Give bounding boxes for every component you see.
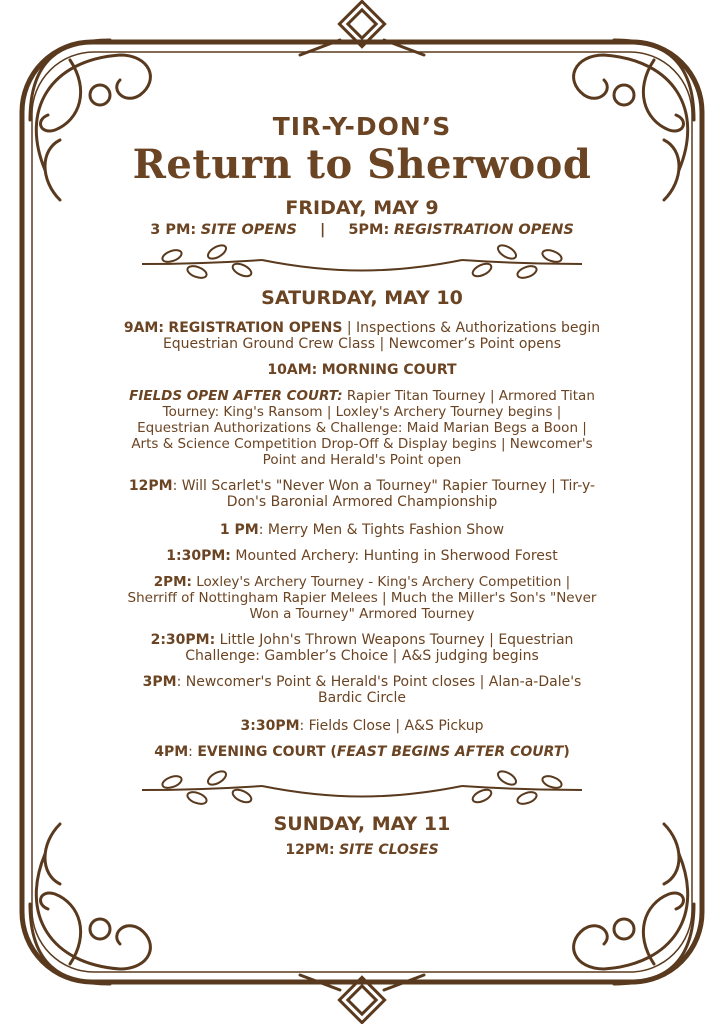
- sunday-schedule: 12PM: SITE CLOSES: [285, 842, 439, 858]
- friday-schedule: 3 PM: SITE OPENS | 5PM: REGISTRATION OPENS: [150, 222, 574, 238]
- friday-heading: FRIDAY, MAY 9: [285, 197, 439, 219]
- sat-10am-item: 10AM: MORNING COURT: [267, 362, 457, 378]
- sat-230pm-item: 2:30PM: Little John's Thrown Weapons Tourney | Equestrian Challenge: Gambler’s Choice | A&S judging begins: [150, 632, 574, 664]
- sat-fields-item: FIELDS OPEN AFTER COURT: Rapier Titan Tourney | Armored Titan Tourney: King's Ransom | Loxley's Archery Tourney begins | Equestrian Authorizations & Challenge: Maid Marian Begs a Boon | Arts & Science Competition Drop-Off & Display begins | Newcomer's Point and Herald's Point open: [129, 388, 595, 468]
- event-title: Return to Sherwood: [132, 141, 592, 188]
- sat-1pm-item: 1 PM: Merry Men & Tights Fashion Show: [219, 522, 505, 538]
- sat-9am-item: 9AM: REGISTRATION OPENS | Inspections & Authorizations begin Equestrian Ground Crew Class | Newcomer’s Point opens: [123, 320, 601, 352]
- event-host: TIR-Y-DON’S: [272, 112, 452, 141]
- saturday-heading: SATURDAY, MAY 10: [261, 287, 463, 309]
- sat-2pm-item: 2PM: Loxley's Archery Tourney - King's Archery Competition | Sherriff of Nottingham Rapier Melees | Much the Miller's Son's "Never Won a Tourney" Armored Tourney: [127, 574, 597, 622]
- sat-4pm-item: 4PM: EVENING COURT (FEAST BEGINS AFTER COURT): [154, 744, 570, 760]
- sunday-heading: SUNDAY, MAY 11: [273, 813, 451, 835]
- sat-330pm-item: 3:30PM: Fields Close | A&S Pickup: [240, 718, 484, 734]
- program-content: [40, 100, 684, 858]
- sat-3pm-item: 3PM: Newcomer's Point & Herald's Point closes | Alan-a-Dale's Bardic Circle: [142, 674, 582, 706]
- sat-130pm-item: 1:30PM: Mounted Archery: Hunting in Sherwood Forest: [166, 548, 558, 564]
- celtic-knot-icon-top: [300, 1, 424, 55]
- sat-12pm-item: 12PM: Will Scarlet's "Never Won a Tourney" Rapier Tourney | Tir-y- Don's Baronial Armored Championship: [128, 478, 596, 510]
- laurel-vine-icon-2: [132, 766, 592, 812]
- laurel-vine-icon: [132, 240, 592, 286]
